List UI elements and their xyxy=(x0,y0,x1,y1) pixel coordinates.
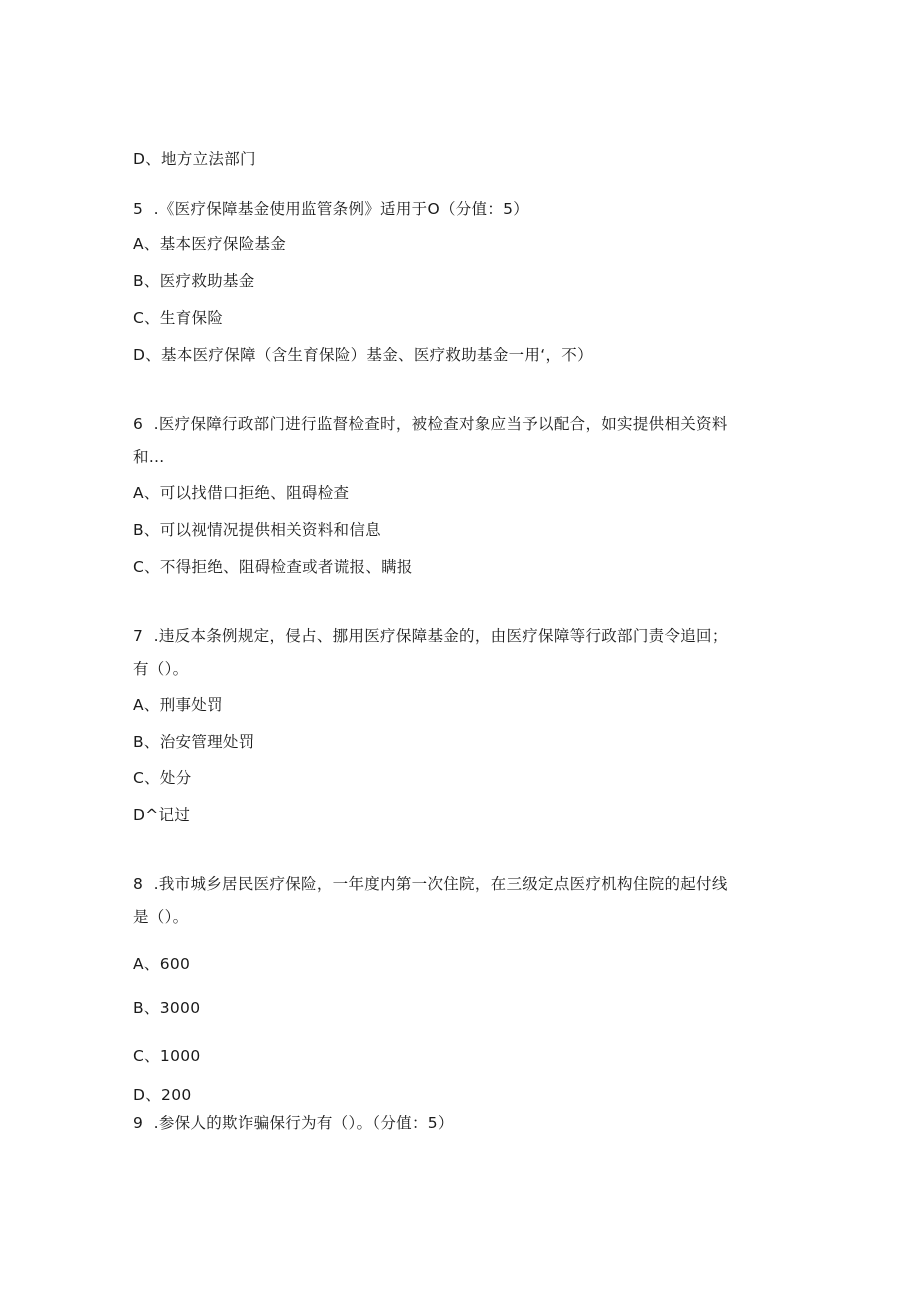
q7-option-a: A、刑事处罚 xyxy=(133,696,223,714)
q8-option-a: A、600 xyxy=(133,955,191,973)
q8-option-c: C、1000 xyxy=(133,1047,201,1065)
q8-option-b: B、3000 xyxy=(133,999,201,1017)
q5-option-c: C、生育保险 xyxy=(133,309,224,327)
q8-option-d: D、200 xyxy=(133,1086,192,1104)
q5-option-a: A、基本医疗保险基金 xyxy=(133,235,287,253)
q7-question-line1: 7 .违反本条例规定，侵占、挪用医疗保障基金的，由医疗保障等行政部门责令追回； xyxy=(133,627,728,645)
q7-option-c: C、处分 xyxy=(133,769,192,787)
q8-question-line1: 8 .我市城乡居民医疗保险，一年度内第一次住院，在三级定点医疗机构住院的起付线 xyxy=(133,875,728,893)
q6-question-line1: 6 .医疗保障行政部门进行监督检查时，被检查对象应当予以配合，如实提供相关资料 xyxy=(133,415,728,433)
q4-option-d: D、地方立法部门 xyxy=(133,150,256,168)
q6-option-c: C、不得拒绝、阻碍检查或者谎报、瞒报 xyxy=(133,558,413,576)
q6-option-a: A、可以找借口拒绝、阻碍检查 xyxy=(133,484,350,502)
q5-option-b: B、医疗救助基金 xyxy=(133,272,255,290)
q6-option-b: B、可以视情况提供相关资料和信息 xyxy=(133,521,381,539)
q9-question: 9 .参保人的欺诈骗保行为有（）。（分值：5） xyxy=(133,1114,454,1132)
q7-option-d: D^记过 xyxy=(133,806,191,824)
q6-question-line2: 和… xyxy=(133,448,165,466)
q5-question: 5 .《医疗保障基金使用监管条例》适用于O（分值：5） xyxy=(133,200,530,218)
q5-option-d: D、基本医疗保障（含生育保险）基金、医疗救助基金一用‘，不） xyxy=(133,346,593,364)
q8-question-line2: 是（）。 xyxy=(133,908,189,926)
q7-question-line2: 有（）。 xyxy=(133,660,189,678)
q7-option-b: B、治安管理处罚 xyxy=(133,733,255,751)
